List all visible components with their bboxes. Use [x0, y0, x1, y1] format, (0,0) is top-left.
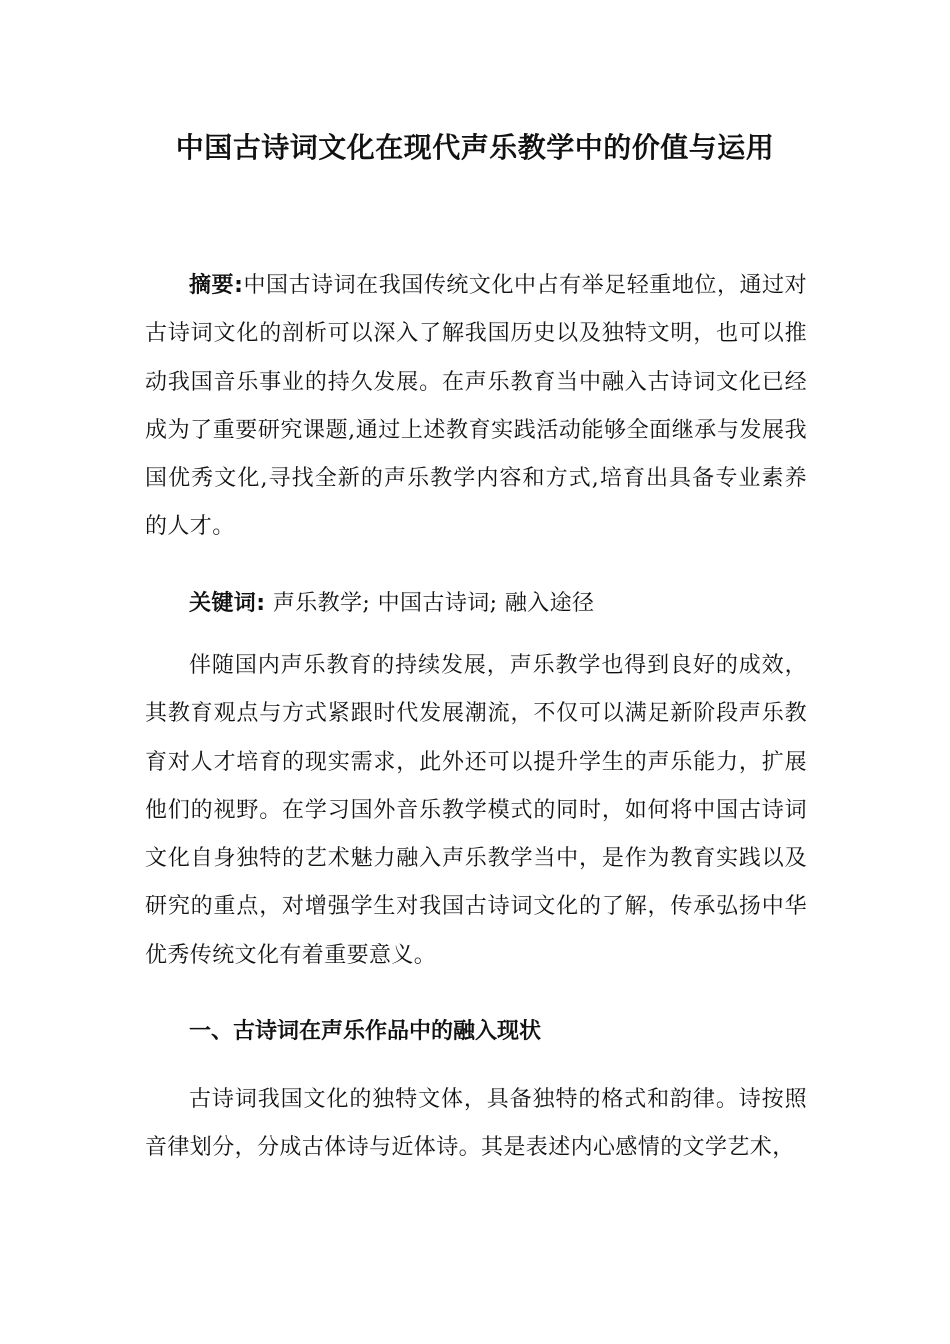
keywords-paragraph: [145, 580, 807, 628]
section-paragraph: 古诗词我国文化的独特文体，具备独特的格式和韵律。诗按照音律划分，分成古体诗与近体诗。其是表述内心感情的文学艺术，: [145, 1087, 807, 1161]
document-title: 中国古诗词文化在现代声乐教学中的价值与运用: [175, 131, 775, 164]
abstract-label: 摘要:: [189, 273, 244, 298]
keywords-label: 关键词:: [189, 591, 266, 616]
section-heading: 一、古诗词在声乐作品中的融入现状: [189, 1019, 542, 1044]
intro-paragraph: 伴随国内声乐教育的持续发展，声乐教学也得到良好的成效，其教育观点与方式紧跟时代发展潮流，不仅可以满足新阶段声乐教育对人才培育的现实需求，此外还可以提升学生的声乐能力，扩展他们的视野。在学习国外音乐教学模式的同时，如何将中国古诗词文化自身独特的艺术魅力融入声乐教学当中，是作为教育实践以及研究的重点，对增强学生对我国古诗词文化的了解，传承弘扬中华优秀传统文化有着重要意义。: [145, 653, 807, 968]
abstract-text: 中国古诗词在我国传统文化中占有举足轻重地位，通过对古诗词文化的剖析可以深入了解我国历史以及独特文明，也可以推动我国音乐事业的持久发展。在声乐教育当中融入古诗词文化已经成为了重要研究课题,通过上述教育实践活动能够全面继承与发展我国优秀文化,寻找全新的声乐教学内容和方式,培育出具备专业素养的人才。: [145, 273, 807, 540]
abstract-paragraph: [145, 262, 807, 552]
keywords-text: 声乐教学; 中国古诗词; 融入途径: [272, 591, 595, 616]
